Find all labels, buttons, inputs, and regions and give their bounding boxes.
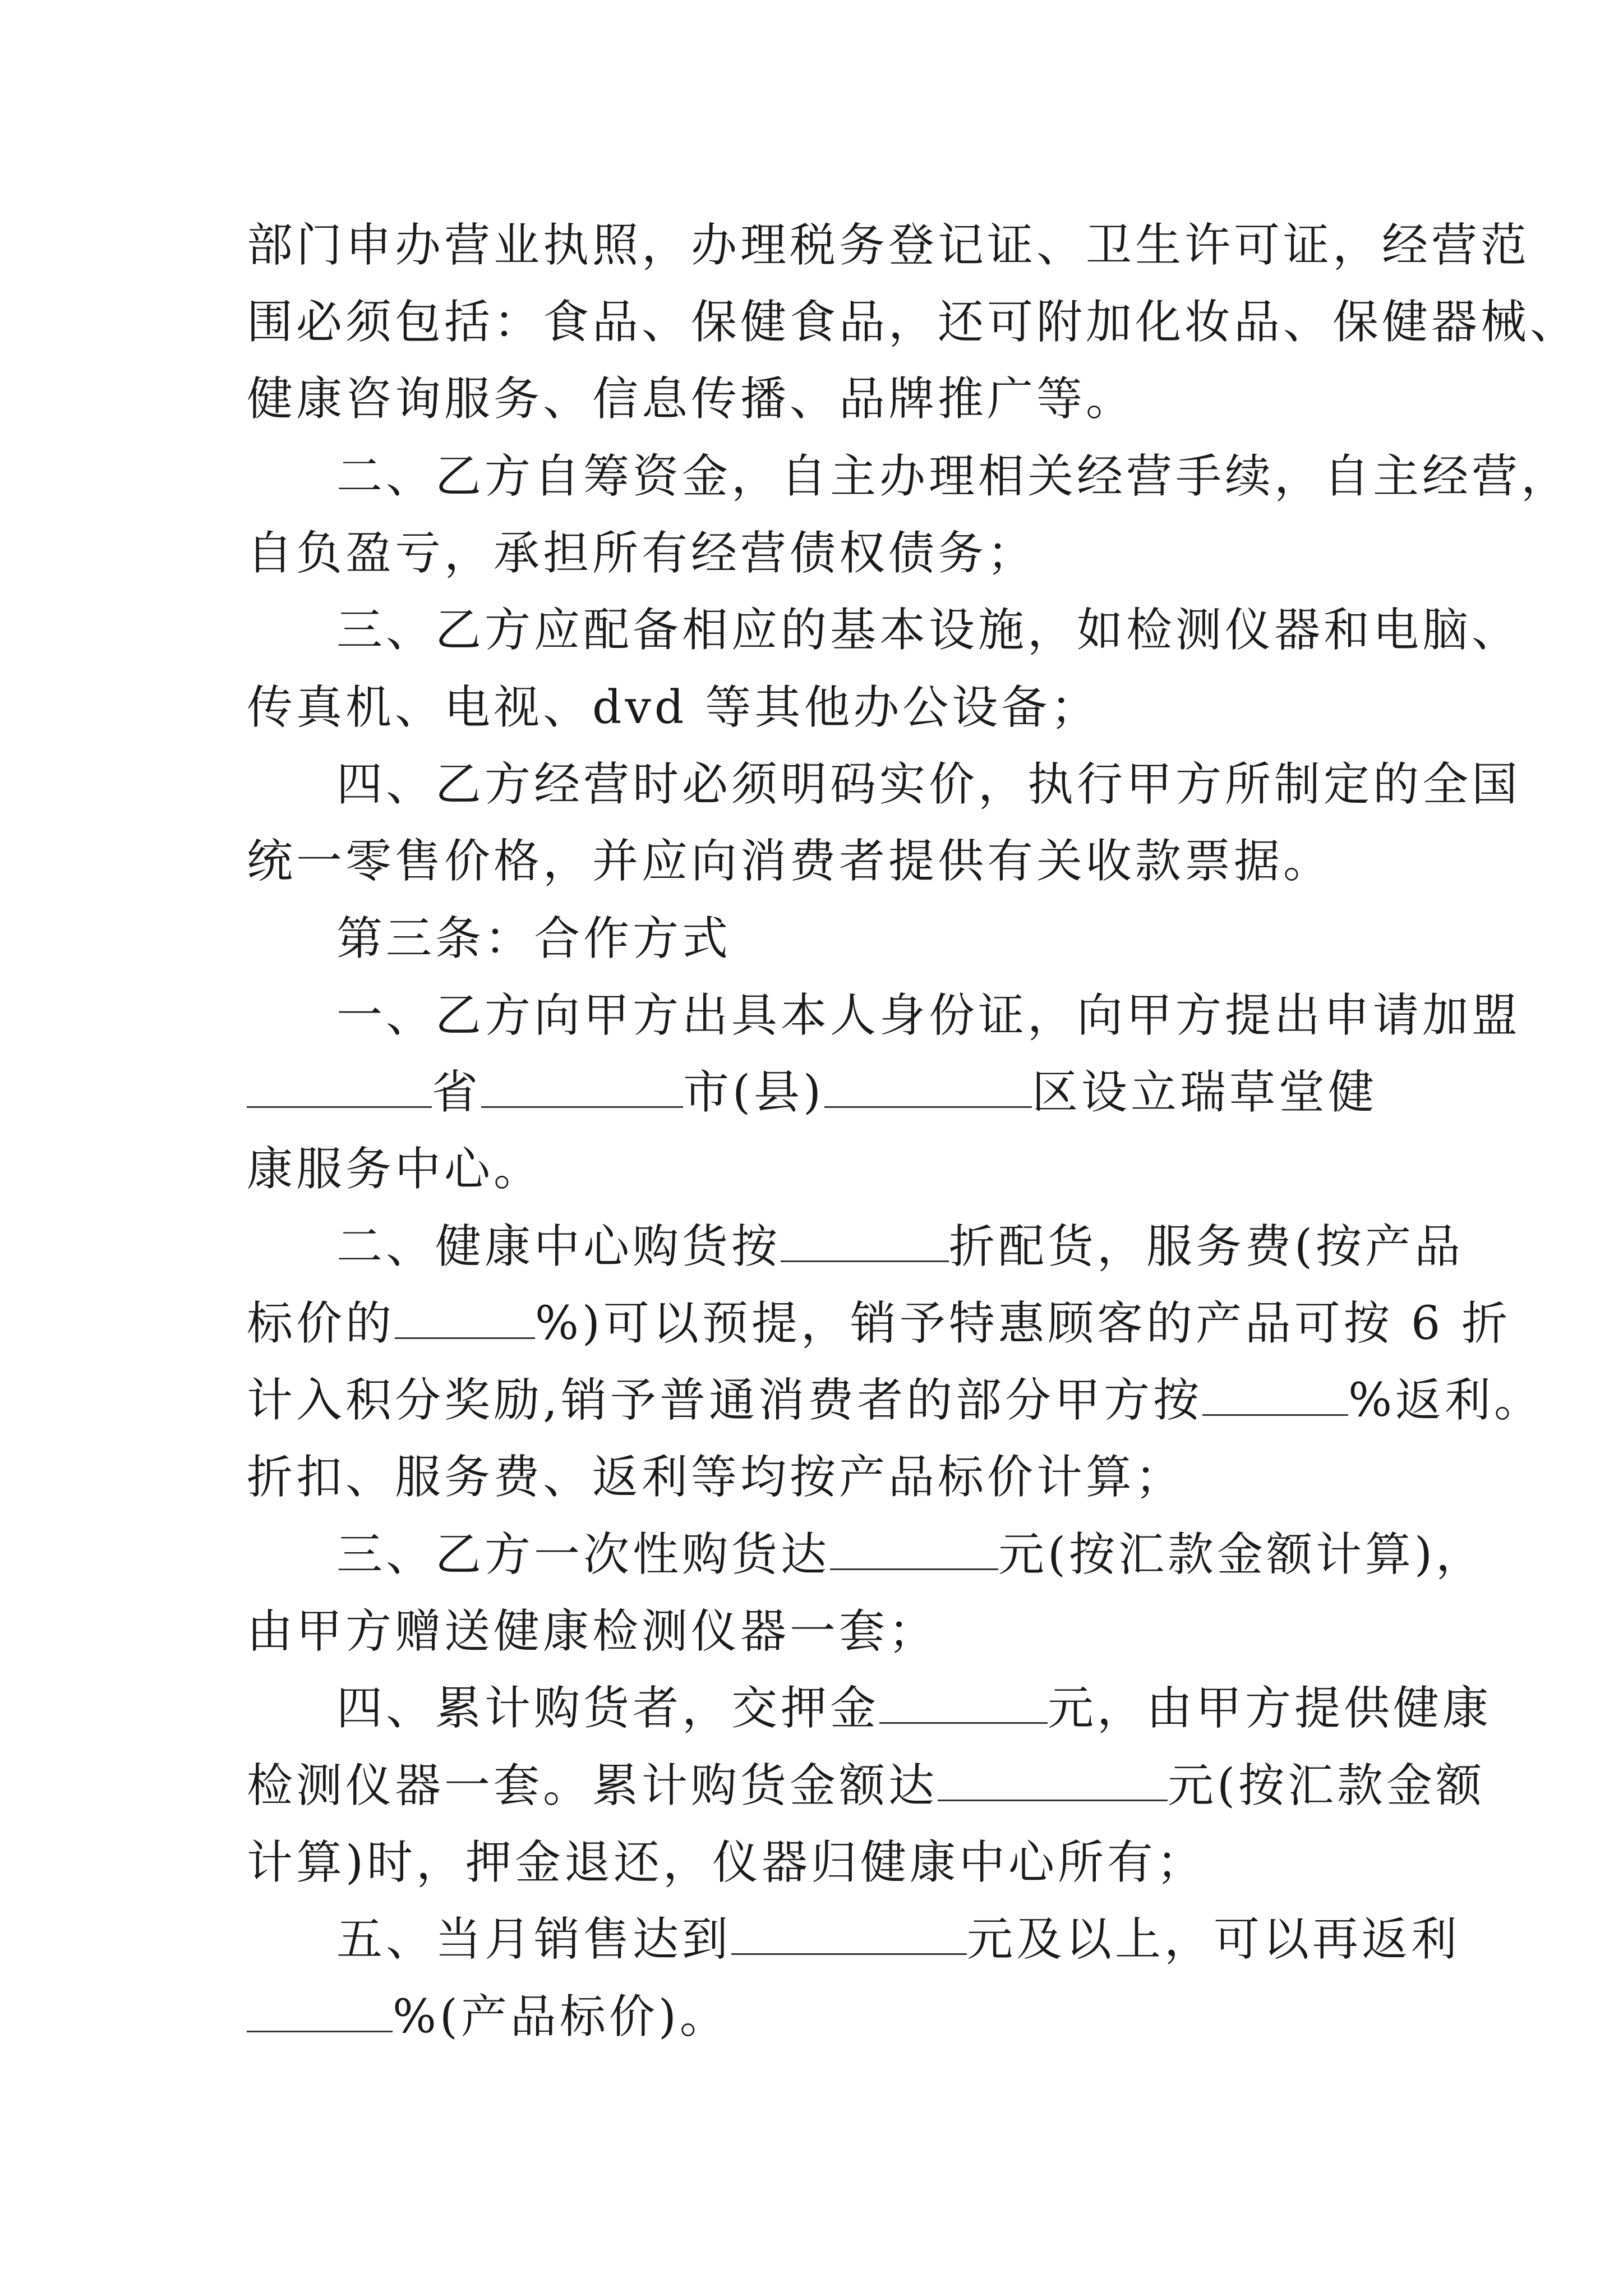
text-fragment: %返利。 [1348,1374,1543,1427]
fill-blank-city[interactable] [481,1067,683,1108]
fill-blank-monthly-sales[interactable] [731,1914,967,1955]
fill-blank-purchase-amount[interactable] [830,1529,998,1570]
text-fragment: 元(按汇款金额 [1168,1759,1486,1812]
text-line: 由甲方赠送健康检测仪器一套； [247,1605,938,1658]
text-line: 部门申办营业执照，办理税务登记证、卫生许可证，经营范 [247,219,1530,272]
text-line [247,1978,1424,2056]
text-line: 一、乙方向甲方出具本人身份证，向甲方提出申请加盟 [336,989,1521,1042]
text-line [336,1208,1514,1286]
text-line: 康服务中心。 [247,1143,543,1196]
section-heading: 第三条：合作方式 [336,912,732,965]
fill-blank-discount[interactable] [781,1221,949,1262]
text-fragment: 计入积分奖励,销予普通消费者的部分甲方按 [247,1374,1203,1427]
text-fragment: %)可以预提，销予特惠顾客的产品可按 6 折 [535,1297,1511,1350]
text-fragment: 标价的 [247,1297,395,1350]
fill-blank-extra-rebate[interactable] [247,1991,393,2032]
text-fragment: 市(县) [683,1066,824,1119]
text-fragment: 元，由甲方提供健康 [1048,1682,1492,1735]
text-fragment: 折配货，服务费(按产品 [949,1220,1464,1273]
text-line: 计算)时，押金退还，仪器归健康中心所有； [247,1836,1206,1889]
text-line [247,1361,1543,1440]
fill-blank-rebate[interactable] [1202,1375,1348,1416]
text-line: 三、乙方应配备相应的基本设施，如检测仪器和电脑、 [336,604,1521,657]
text-line [336,1901,1514,1979]
text-line: 四、乙方经营时必须明码实价，执行甲方所制定的全国 [336,758,1521,811]
fill-blank-province[interactable] [247,1067,432,1108]
fill-blank-service-fee[interactable] [395,1298,535,1339]
text-line: 健康咨询服务、信息传播、品牌推广等。 [247,372,1136,426]
text-line [336,1669,1514,1748]
text-line [247,1053,1424,1132]
text-line: 二、乙方自筹资金，自主办理相关经营手续，自主经营， [336,450,1571,503]
text-line: 自负盈亏，承担所有经营债权债务； [247,527,1037,580]
text-line [247,1747,1486,1825]
text-line: 折扣、服务费、返利等均按产品标价计算； [247,1451,1185,1504]
text-fragment: 区设立瑞草堂健 [1032,1066,1378,1119]
text-fragment: 二、健康中心购货按 [336,1220,781,1273]
text-fragment: 元(按汇款金额计算)， [998,1528,1485,1581]
text-fragment: 五、当月销售达到 [336,1913,732,1966]
text-line [336,1516,1514,1594]
fill-blank-district[interactable] [824,1067,1032,1108]
text-fragment: 检测仪器一套。累计购货金额达 [247,1759,938,1812]
text-fragment: 四、累计购货者，交押金 [336,1682,880,1735]
text-line: 围必须包括：食品、保健食品，还可附加化妆品、保健器械、 [247,296,1580,349]
text-fragment: 元及以上，可以再返利 [967,1913,1461,1966]
text-fragment: 省 [432,1066,482,1119]
text-fragment: %(产品标价)。 [393,1990,729,2044]
text-line: 传真机、电视、dvd 等其他办公设备； [247,681,1100,734]
text-line [247,1285,1511,1363]
fill-blank-cumulative-amount[interactable] [938,1760,1168,1801]
text-line: 统一零售价格，并应向消费者提供有关收款票据。 [247,835,1333,888]
fill-blank-deposit[interactable] [879,1683,1048,1724]
text-fragment: 三、乙方一次性购货达 [336,1528,831,1581]
